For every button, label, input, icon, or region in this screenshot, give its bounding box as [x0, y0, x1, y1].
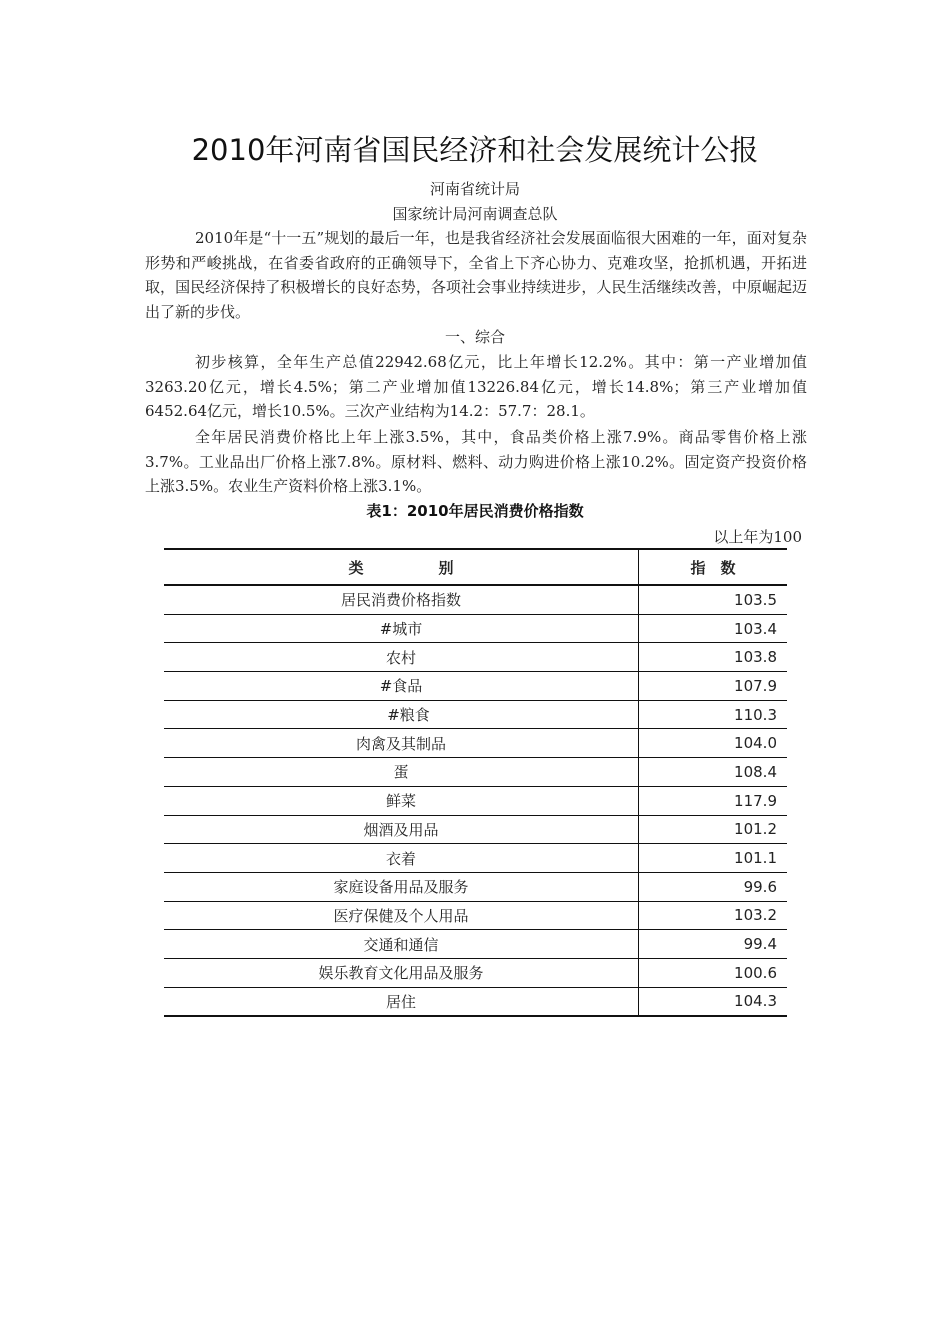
column-header-category: 类 别	[164, 549, 639, 585]
row-index-value: 103.4	[639, 614, 788, 643]
table-base-note: 以上年为100	[713, 528, 802, 546]
column-header-index: 指 数	[639, 549, 788, 585]
row-category: 居民消费价格指数	[164, 585, 639, 614]
row-index-value: 101.2	[639, 815, 788, 844]
cpi-table	[164, 548, 787, 1017]
row-index-value: 110.3	[639, 700, 788, 729]
table-row	[164, 844, 787, 873]
table-row	[164, 930, 787, 959]
table-row	[164, 987, 787, 1016]
table-row	[164, 614, 787, 643]
intro-paragraph: 2010年是“十一五”规划的最后一年，也是我省经济社会发展面临很大困难的一年，面对复杂形势和严峻挑战，在省委省政府的正确领导下，全省上下齐心协力、克难攻坚，抢抓机遇，开拓进取，国民经济保持了积极增长的良好态势，各项社会事业持续进步，人民生活继续改善，中原崛起迈出了新的步伐。	[145, 229, 807, 321]
issuer-survey-team: 国家统计局河南调查总队	[392, 205, 558, 223]
row-category: 蛋	[164, 758, 639, 787]
row-category: 农村	[164, 643, 639, 672]
row-category: #城市	[164, 614, 639, 643]
table-row	[164, 672, 787, 701]
row-index-value: 100.6	[639, 958, 788, 987]
table-row	[164, 585, 787, 614]
price-paragraph: 全年居民消费价格比上年上涨3.5%，其中，食品类价格上涨7.9%。商品零售价格上涨3.7%。工业品出厂价格上涨7.8%。原材料、燃料、动力购进价格上涨10.2%。固定资产投资价格上涨3.5%。农业生产资料价格上涨3.1%。	[145, 428, 807, 495]
table-row	[164, 815, 787, 844]
table-row	[164, 729, 787, 758]
row-category: 烟酒及用品	[164, 815, 639, 844]
row-category: 家庭设备用品及服务	[164, 872, 639, 901]
table-row	[164, 643, 787, 672]
table-row	[164, 872, 787, 901]
row-index-value: 103.5	[639, 585, 788, 614]
row-category: 居住	[164, 987, 639, 1016]
row-category: 肉禽及其制品	[164, 729, 639, 758]
row-index-value: 107.9	[639, 672, 788, 701]
row-index-value: 101.1	[639, 844, 788, 873]
document-title: 2010年河南省国民经济和社会发展统计公报	[191, 133, 759, 167]
section-heading-overview: 一、综合	[444, 328, 505, 346]
row-category: 鲜菜	[164, 786, 639, 815]
gdp-paragraph: 初步核算，全年生产总值22942.68亿元，比上年增长12.2%。其中：第一产业增加值3263.20亿元，增长4.5%；第二产业增加值13226.84亿元，增长14.8%；第三产业增加值6452.64亿元，增长10.5%。三次产业结构为14.2：57.7：28.1。	[145, 353, 807, 420]
table-caption: 表1：2010年居民消费价格指数	[366, 502, 584, 520]
row-index-value: 117.9	[639, 786, 788, 815]
row-category: #食品	[164, 672, 639, 701]
table-row	[164, 700, 787, 729]
row-category: 衣着	[164, 844, 639, 873]
row-category: 交通和通信	[164, 930, 639, 959]
row-index-value: 103.2	[639, 901, 788, 930]
row-index-value: 99.6	[639, 872, 788, 901]
table-row	[164, 901, 787, 930]
row-index-value: 104.3	[639, 987, 788, 1016]
row-index-value: 108.4	[639, 758, 788, 787]
row-category: #粮食	[164, 700, 639, 729]
row-index-value: 103.8	[639, 643, 788, 672]
row-category: 娱乐教育文化用品及服务	[164, 958, 639, 987]
row-category: 医疗保健及个人用品	[164, 901, 639, 930]
row-index-value: 104.0	[639, 729, 788, 758]
table-row	[164, 758, 787, 787]
table-header-row	[164, 549, 787, 585]
table-row	[164, 958, 787, 987]
row-index-value: 99.4	[639, 930, 788, 959]
issuer-statistics-bureau: 河南省统计局	[429, 180, 520, 198]
table-row	[164, 786, 787, 815]
